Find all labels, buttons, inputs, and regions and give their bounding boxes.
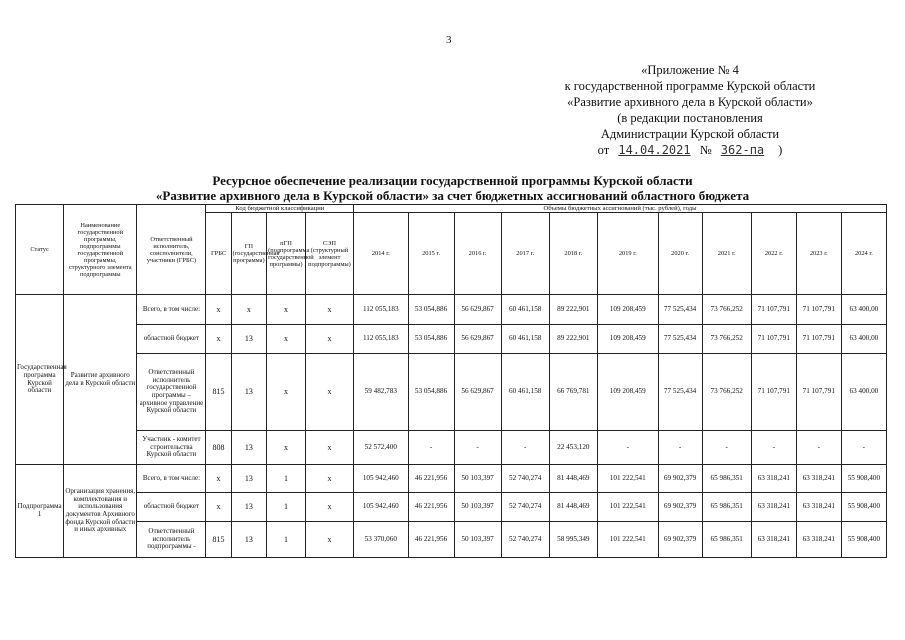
title-line-1: Ресурсное обеспечение реализации государственной программы Курской области <box>212 173 693 188</box>
header-grbs: ГРБС <box>206 213 231 295</box>
closing-paren: ) <box>778 143 783 157</box>
cell-value: 53 054,886 <box>408 295 454 325</box>
cell-value: 69 902,379 <box>658 493 702 522</box>
cell-gp: 13 <box>231 493 267 522</box>
cell-grbs: 815 <box>206 522 231 558</box>
header-year: 2019 г. <box>597 213 658 295</box>
budget-table-body <box>16 295 887 558</box>
cell-value: 56 629,867 <box>454 354 501 431</box>
cell-value: 109 208,459 <box>597 354 658 431</box>
cell-pgp: x <box>267 354 306 431</box>
cell-value: 46 221,956 <box>408 522 454 558</box>
cell-value: 81 448,469 <box>549 493 597 522</box>
cell-value: 63 318,241 <box>796 465 841 493</box>
cell-pgp: 1 <box>267 522 306 558</box>
cell-value: - <box>597 431 658 465</box>
decree-date-line <box>540 142 840 158</box>
cell-value: 69 902,379 <box>658 465 702 493</box>
header-year: 2022 г. <box>751 213 796 295</box>
cell-grbs: x <box>206 493 231 522</box>
cell-value: 63 400,00 <box>841 325 886 354</box>
appendix-line: к государственной программе Курской области <box>564 79 816 93</box>
header-year: 2017 г. <box>501 213 549 295</box>
cell-value: 59 482,783 <box>354 354 408 431</box>
header-year: 2021 г. <box>702 213 751 295</box>
header-responsible: Ответственный исполнитель, соисполнители, участники (ГРБС) <box>137 205 206 295</box>
appendix-line: (в редакции постановления <box>617 111 763 125</box>
cell-gp: 13 <box>231 522 267 558</box>
cell-value: 63 318,241 <box>796 522 841 558</box>
cell-sep: x <box>305 354 353 431</box>
cell-value: 58 995,349 <box>549 522 597 558</box>
cell-value: 63 318,241 <box>751 465 796 493</box>
cell-value: - <box>658 431 702 465</box>
cell-gp: 13 <box>231 325 267 354</box>
cell-value: 112 055,183 <box>354 325 408 354</box>
row-name: Развитие архивного дела в Курской области <box>64 295 137 465</box>
cell-value: 112 055,183 <box>354 295 408 325</box>
cell-value: 71 107,791 <box>796 325 841 354</box>
cell-value: 53 054,886 <box>408 354 454 431</box>
cell-value: 63 400,00 <box>841 354 886 431</box>
cell-sep: x <box>305 325 353 354</box>
cell-value: 101 222,541 <box>597 522 658 558</box>
table-row <box>16 431 887 465</box>
cell-value: - <box>702 431 751 465</box>
cell-value: 77 525,434 <box>658 354 702 431</box>
appendix-heading <box>540 62 840 158</box>
cell-sep: x <box>305 465 353 493</box>
cell-value: 101 222,541 <box>597 493 658 522</box>
cell-value: 50 103,397 <box>454 465 501 493</box>
header-name: Наименование государственной программы, подпрограммы государственной программы, структурного элемента подпрограммы <box>64 205 137 295</box>
header-year: 2015 г. <box>408 213 454 295</box>
cell-value: 56 629,867 <box>454 325 501 354</box>
row-responsible: областной бюджет <box>137 325 206 354</box>
cell-pgp: x <box>267 325 306 354</box>
cell-value: 109 208,459 <box>597 325 658 354</box>
row-responsible: Участник - комитет строительства Курской области <box>137 431 206 465</box>
decree-date: 14.04.2021 <box>618 143 691 157</box>
cell-value: 55 908,400 <box>841 493 886 522</box>
table-row <box>16 522 887 558</box>
cell-value: 52 572,400 <box>354 431 408 465</box>
cell-value: 77 525,434 <box>658 295 702 325</box>
cell-value: 71 107,791 <box>796 354 841 431</box>
cell-sep: x <box>305 295 353 325</box>
cell-value: 60 461,158 <box>501 325 549 354</box>
cell-value: 53 370,060 <box>354 522 408 558</box>
header-gp: ГП (государственная программа) <box>231 213 267 295</box>
row-name: Организация хранения, комплектования и использования документов Архивного фонда Курской области и иных архивных <box>64 465 137 558</box>
cell-value: 63 400,00 <box>841 295 886 325</box>
cell-value: 71 107,791 <box>751 295 796 325</box>
cell-value: 69 902,379 <box>658 522 702 558</box>
cell-sep: x <box>305 522 353 558</box>
date-prefix: от <box>597 143 610 157</box>
cell-value: 71 107,791 <box>751 325 796 354</box>
document-title <box>60 174 845 203</box>
cell-gp: 13 <box>231 431 267 465</box>
appendix-line: «Приложение № 4 <box>641 63 739 77</box>
header-year: 2018 г. <box>549 213 597 295</box>
cell-value: 89 222,901 <box>549 295 597 325</box>
cell-value: 52 740,274 <box>501 522 549 558</box>
cell-value: 63 318,241 <box>796 493 841 522</box>
cell-value: 52 740,274 <box>501 493 549 522</box>
cell-value: 53 054,886 <box>408 325 454 354</box>
cell-value: - <box>454 431 501 465</box>
cell-value: - <box>796 431 841 465</box>
cell-gp: 13 <box>231 465 267 493</box>
decree-number: 362-па <box>720 143 765 157</box>
table-row <box>16 295 887 325</box>
cell-value: - <box>841 431 886 465</box>
cell-value: 55 908,400 <box>841 465 886 493</box>
cell-value: 73 766,252 <box>702 325 751 354</box>
table-row <box>16 354 887 431</box>
appendix-line: «Развитие архивного дела в Курской области» <box>567 95 813 109</box>
header-sep: СЭП (структурный элемент подпрограммы) <box>305 213 353 295</box>
cell-value: 55 908,400 <box>841 522 886 558</box>
cell-pgp: x <box>267 295 306 325</box>
cell-value: 50 103,397 <box>454 522 501 558</box>
cell-value: 60 461,158 <box>501 354 549 431</box>
appendix-line: Администрации Курской области <box>600 127 780 141</box>
cell-value: 46 221,956 <box>408 465 454 493</box>
cell-sep: x <box>305 493 353 522</box>
cell-grbs: x <box>206 295 231 325</box>
cell-value: 73 766,252 <box>702 354 751 431</box>
cell-value: 105 942,460 <box>354 493 408 522</box>
cell-grbs: x <box>206 465 231 493</box>
number-prefix: № <box>699 143 712 157</box>
header-year: 2024 г. <box>841 213 886 295</box>
header-pgp: пГП (подпрограмма государственной программы) <box>267 213 306 295</box>
cell-value: 105 942,460 <box>354 465 408 493</box>
header-year: 2023 г. <box>796 213 841 295</box>
row-responsible: Ответственный исполнитель государственной программы – архивное управление Курской области <box>137 354 206 431</box>
cell-value: 52 740,274 <box>501 465 549 493</box>
row-responsible: Всего, в том числе: <box>137 295 206 325</box>
cell-pgp: x <box>267 431 306 465</box>
row-responsible: Ответственный исполнитель подпрограммы - <box>137 522 206 558</box>
row-status: Подпрограмма 1 <box>16 465 64 558</box>
row-responsible: областной бюджет <box>137 493 206 522</box>
row-status: Государственная программа Курской области <box>16 295 64 465</box>
cell-value: 73 766,252 <box>702 295 751 325</box>
table-row <box>16 493 887 522</box>
cell-value: 60 461,158 <box>501 295 549 325</box>
row-responsible: Всего, в том числе: <box>137 465 206 493</box>
header-year: 2020 г. <box>658 213 702 295</box>
cell-value: 63 318,241 <box>751 522 796 558</box>
cell-gp: x <box>231 295 267 325</box>
cell-pgp: 1 <box>267 465 306 493</box>
cell-sep: x <box>305 431 353 465</box>
cell-value: 66 769,781 <box>549 354 597 431</box>
cell-gp: 13 <box>231 354 267 431</box>
cell-value: 22 453,120 <box>549 431 597 465</box>
cell-value: - <box>751 431 796 465</box>
cell-value: - <box>408 431 454 465</box>
title-line-2: «Развитие архивного дела в Курской области» за счет бюджетных ассигнований областного бюджета <box>155 187 750 203</box>
cell-grbs: x <box>206 325 231 354</box>
header-status: Статус <box>16 205 64 295</box>
table-row <box>16 465 887 493</box>
budget-table <box>15 204 887 558</box>
header-year: 2014 г. <box>354 213 408 295</box>
cell-grbs: 808 <box>206 431 231 465</box>
cell-pgp: 1 <box>267 493 306 522</box>
cell-value: 65 986,351 <box>702 465 751 493</box>
cell-grbs: 815 <box>206 354 231 431</box>
header-budget-code: Код бюджетной классификации <box>206 205 354 213</box>
cell-value: 46 221,956 <box>408 493 454 522</box>
cell-value: 50 103,397 <box>454 493 501 522</box>
header-year: 2016 г. <box>454 213 501 295</box>
cell-value: 65 986,351 <box>702 522 751 558</box>
cell-value: 63 318,241 <box>751 493 796 522</box>
cell-value: 71 107,791 <box>751 354 796 431</box>
cell-value: 109 208,459 <box>597 295 658 325</box>
cell-value: - <box>501 431 549 465</box>
cell-value: 101 222,541 <box>597 465 658 493</box>
cell-value: 89 222,901 <box>549 325 597 354</box>
cell-value: 77 525,434 <box>658 325 702 354</box>
cell-value: 71 107,791 <box>796 295 841 325</box>
cell-value: 56 629,867 <box>454 295 501 325</box>
page-number: 3 <box>446 34 452 46</box>
cell-value: 81 448,469 <box>549 465 597 493</box>
cell-value: 65 986,351 <box>702 493 751 522</box>
header-volumes: Объемы бюджетных ассигнований (тыс. рублей), годы <box>354 205 887 213</box>
table-row <box>16 325 887 354</box>
